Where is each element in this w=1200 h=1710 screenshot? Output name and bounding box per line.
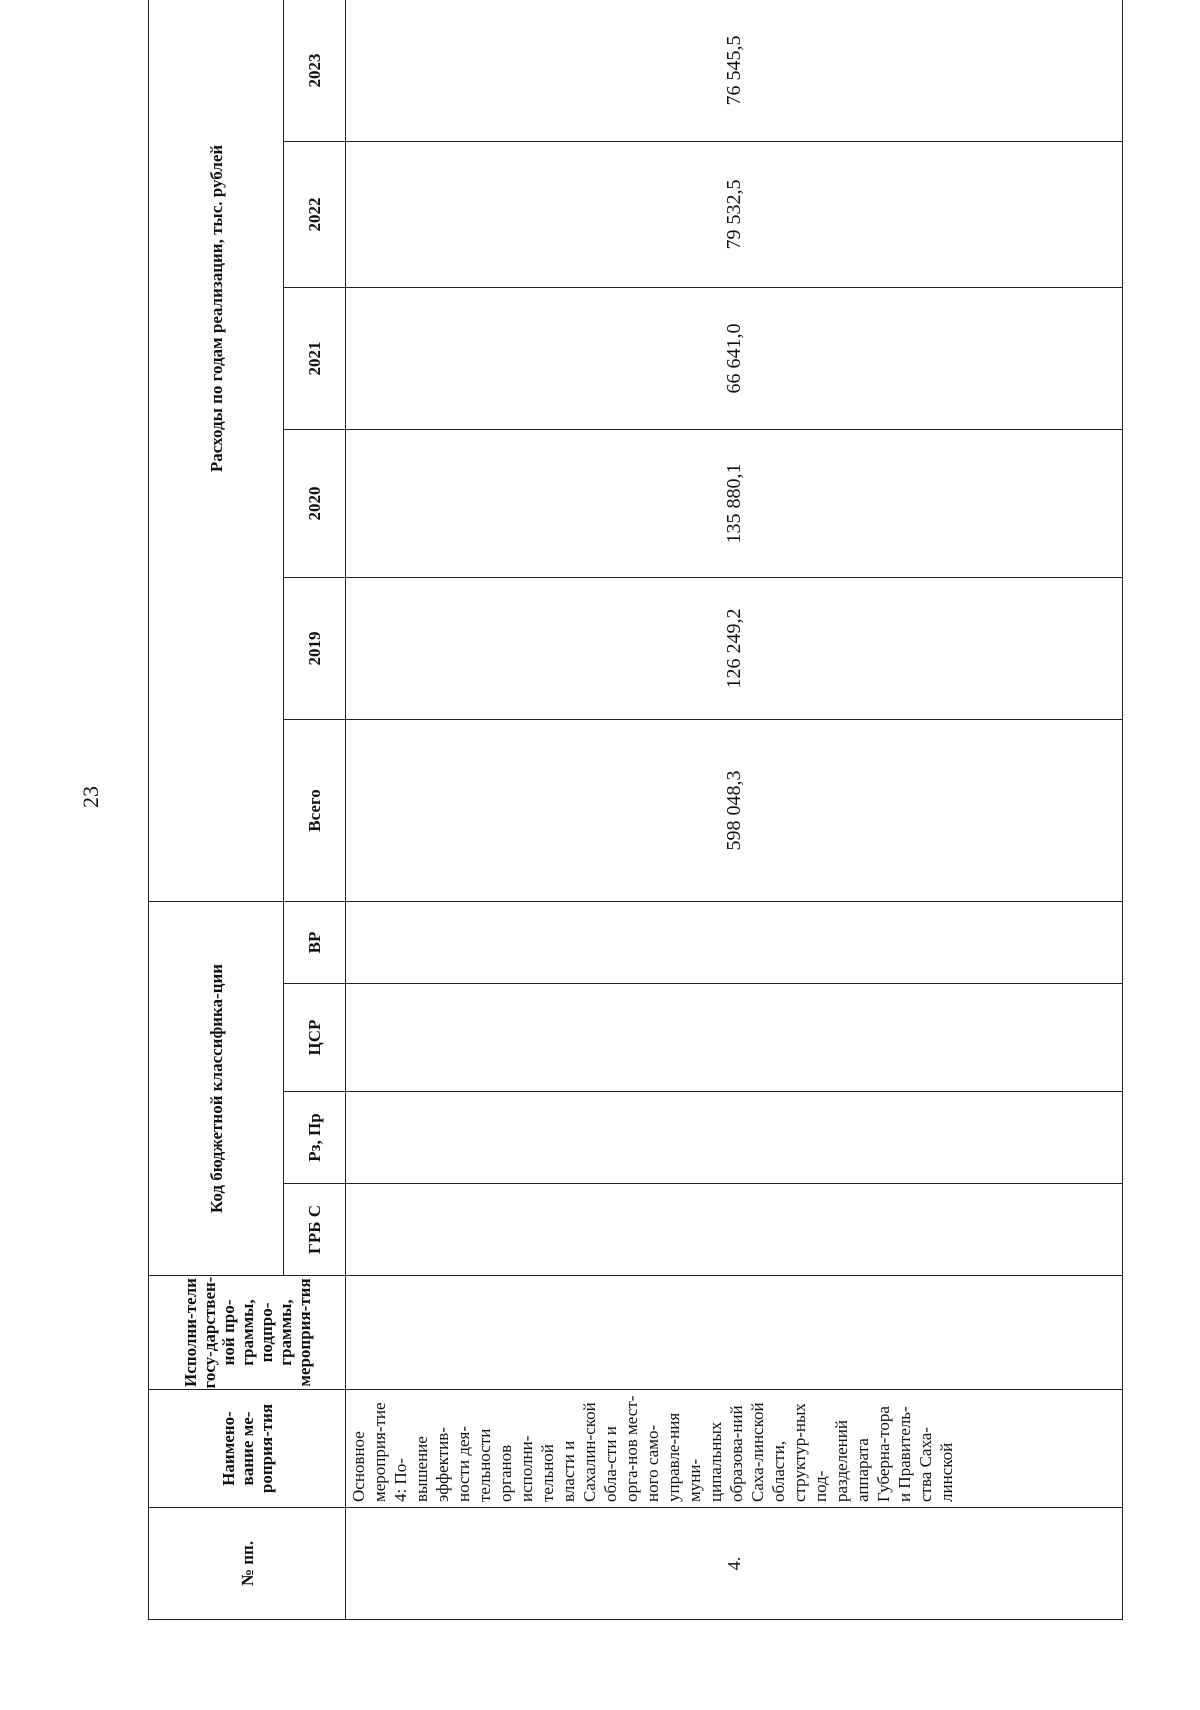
row-code-rz-pr <box>346 1092 1123 1184</box>
row-total: 598 048,3 <box>346 719 1123 901</box>
header-year-2020: 2020 <box>284 429 346 577</box>
header-expenses-group: Расходы по годам реализации, тыс. рублей <box>149 0 284 901</box>
row-no: 4. <box>346 1508 1123 1620</box>
header-name: Наимено-вание ме-роприя-тия <box>149 1390 346 1508</box>
row-value-2023: 76 545,5 <box>346 0 1123 141</box>
table-row <box>346 0 1123 1620</box>
row-value-2021: 66 641,0 <box>346 287 1123 429</box>
row-value-2019: 126 249,2 <box>346 577 1123 719</box>
row-value-2020: 135 880,1 <box>346 429 1123 577</box>
row-name: Основное мероприя-тие 4: По-вышение эффектив-ности дея-тельности органов исполни-тельной власти и Сахалин-ской обла-сти и орга-нов мест-ного само-управле-ния муни-ципальных образова-ний Саха-линской области, структур-ных под-разделений аппарата Губерна-тора и Правитель-ства Саха-линской <box>346 1390 1123 1508</box>
header-year-2019: 2019 <box>284 577 346 719</box>
row-executors <box>346 1276 1123 1390</box>
header-year-2021: 2021 <box>284 287 346 429</box>
row-code-grbs <box>346 1184 1123 1276</box>
row-code-csr <box>346 984 1123 1092</box>
header-executors: Исполни-тели госу-дарствен-ной про-граммы, подпро-граммы, мероприя-тия <box>149 1276 346 1390</box>
header-year-2023: 2023 <box>284 0 346 141</box>
page-number: 23 <box>78 786 103 808</box>
row-value-2022: 79 532,5 <box>346 141 1123 287</box>
header-total: Всего <box>284 719 346 901</box>
header-csr: ЦСР <box>284 984 346 1092</box>
header-grbs: ГРБ С <box>284 1184 346 1276</box>
header-rz-pr: Рз, Пр <box>284 1092 346 1184</box>
budget-table-container <box>148 28 1123 1620</box>
header-year-2022: 2022 <box>284 141 346 287</box>
header-no: № пп. <box>149 1508 346 1620</box>
budget-table <box>148 0 1123 1620</box>
row-code-vr <box>346 901 1123 983</box>
header-vr: ВР <box>284 901 346 983</box>
header-code-group: Код бюджетной классифика-ции <box>149 901 284 1275</box>
